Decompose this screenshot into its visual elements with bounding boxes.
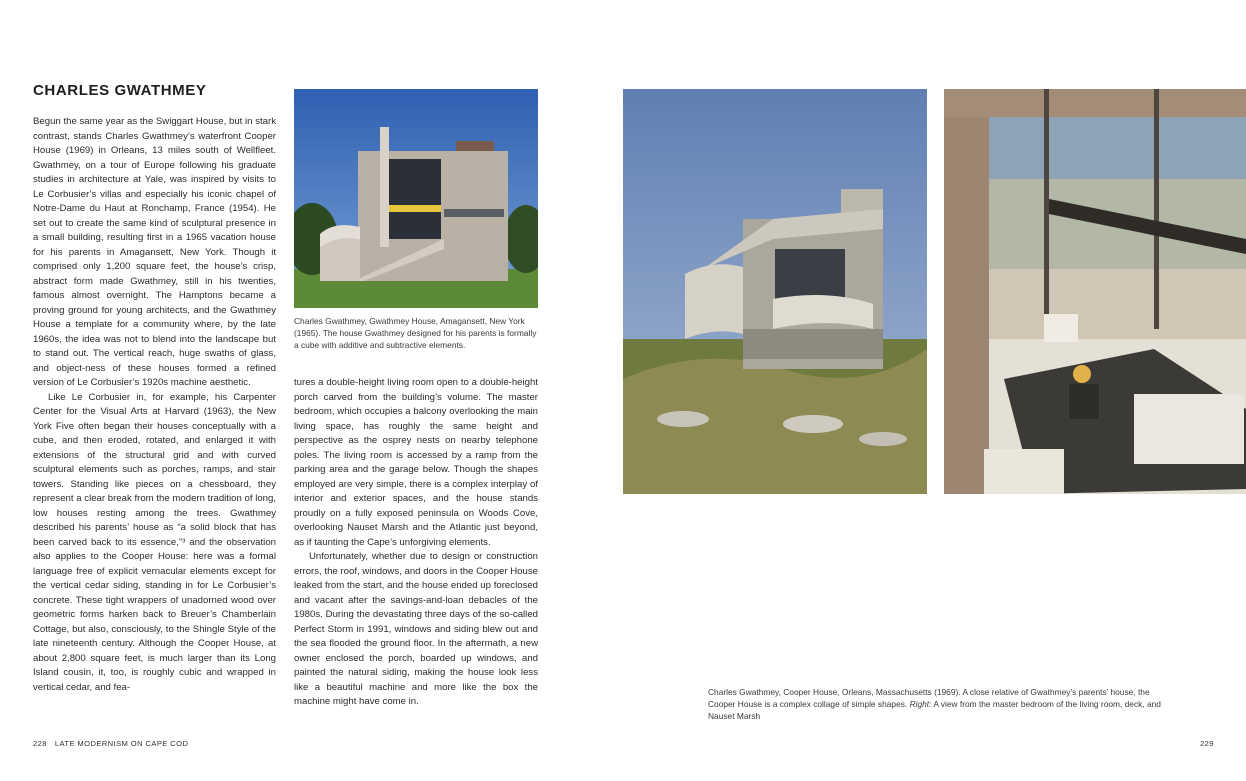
cooper-house-exterior-photo [623,89,927,494]
page-number: 228 [33,739,47,748]
body-paragraph: tures a double-height living room open to a double-height porch carved from the building’s volume. The master bedroom, which occupies a balcony overlooking the main living space, has roughly the same height and perspective as the osprey nests on nearby telephone poles. The living room is accessed by a ramp from the parking area and the garage below. Though the shapes employed are very simple, there is a complex interplay of interior and exterior spaces, and the house stands proudly on a fully exposed peninsula on Woods Cove, overlooking Nauset Marsh and the Atlantic just beyond, as if taunting the Cape’s unforgiving elements. [294,377,538,548]
cooper-house-interior-photo [944,89,1246,494]
left-page-footer [33,739,188,748]
section-heading: CHARLES GWATHMEY [33,82,207,99]
body-paragraph: Begun the same year as the Swiggart House, but in stark contrast, stands Charles Gwathmey’s waterfront Cooper House (1969) in Orleans, 13 miles south of Wellfleet. Gwathmey, on a tour of Europe following his graduate studies in architecture at Yale, was inspired by visits to Le Corbusier’s villas and especially his iconic chapel of Notre-Dame du Haut at Ronchamp, France (1954). He set out to create the same kind of sculptural presence in a small building, resulting first in a 1965 vacation house for his parents in Amagansett, New York. Though it comprised only 1,200 square feet, the house’s crisp, abstract form made Gwathmey, still in his twenties, famous almost overnight. The Hamptons became a proving ground for young architects, and the Gwathmey House a template for a community where, by the late 1960s, the idea was not to blend into the landscape but to stand out. The vertical reach, huge swaths of glass, and object-ness of these houses formed a refined version of Le Corbusier’s 1920s machine aesthetic. [33,116,276,388]
body-paragraph: Unfortunately, whether due to design or construction errors, the roof, windows, and doors in the Cooper House leaked from the start, and the house ended up foreclosed and vacant after the savings-and-loan debacles of the 1980s. During the devastating three days of the so-called Perfect Storm in 1991, windows and siding blew out and the sea flooded the ground floor. In the aftermath, a new owner enclosed the porch, boarded up windows, and painted the natural siding, making the house look less like a beautiful machine and more like the box the machine might have come in. [294,551,538,707]
gwathmey-house-photo [294,89,538,308]
cooper-house-caption [708,686,1168,722]
page-number: 229 [1200,739,1214,748]
caption-right-label: Right: [909,699,932,709]
running-head: LATE MODERNISM ON CAPE COD [54,739,189,748]
gwathmey-house-caption: Charles Gwathmey, Gwathmey House, Amagansett, New York (1965). The house Gwathmey designed for his parents is formally a cube with additive and subtractive elements. [294,316,537,350]
body-paragraph: Like Le Corbusier in, for example, his Carpenter Center for the Visual Arts at Harvard (1963), the New York Five often began their houses conceptually with a cube, and then eroded, rotated, and enlarged it with extensions of the structural grid and with curved sculptural elements such as porches, ramps, and stair towers. Standing like pieces on a chessboard, they represent a clear break from the modern tradition of long, low houses resting among the trees. Gwathmey described his parents’ house as “a solid block that has been carved back to its essence,”³ and the observation also applies to the Cooper House: here was a formal language free of explicit vernacular elements except for the vertical cedar siding, standing in for Le Corbusier’s concrete. These tight wrappers of unadorned wood over geometric forms harken back to Breuer’s Chamberlain Cottage, but also, consciously, to the Shingle Style of the late nineteenth century. Although the Cooper House, at about 2,800 square feet, is much larger than its Long Island cousin, it, too, is roughly cubic and wrapped in vertical cedar, and fea- [33,391,276,693]
caption-text: Charles Gwathmey, Cooper House, Orleans, Massachusetts (1969). A close relative of Gwathmey’s parents’ house, the Cooper House is a complex collage of simple shapes. [708,687,1150,709]
caption-text: A view from the master bedroom of the living room, deck, and Nauset Marsh [708,699,1161,721]
left-text-column [33,115,276,695]
middle-text-column [294,376,538,710]
right-page-footer [1200,739,1214,748]
